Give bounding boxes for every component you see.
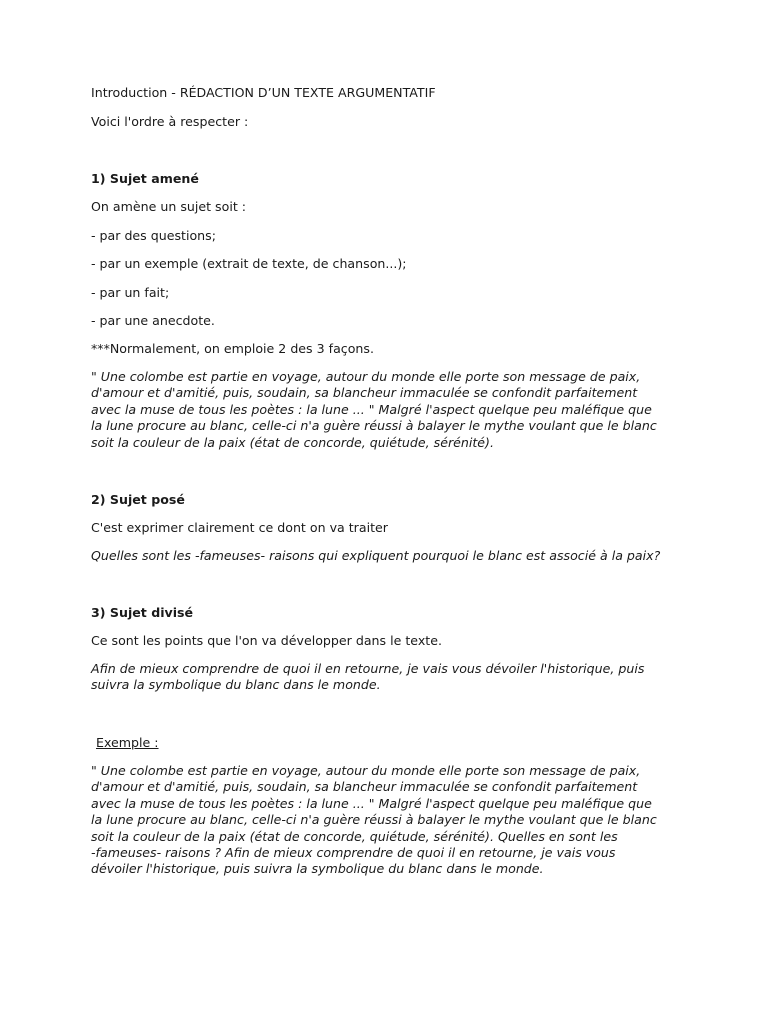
example-line: avec la muse de tous les poètes : la lune ... " Malgré l'aspect quelque peu maléfique que: [91, 795, 652, 811]
section3-heading: 3) Sujet divisé: [91, 605, 194, 620]
quote-line: d'amour et d'amitié, puis, soudain, sa blancheur immaculée se confondit parfaitement: [91, 385, 638, 401]
example-line: suivra la symbolique du blanc dans le monde.: [91, 677, 381, 693]
section1-note: ***Normalement, on emploie 2 des 3 façons.: [91, 341, 374, 356]
section2-heading: 2) Sujet posé: [91, 492, 185, 507]
section1-quote: [91, 369, 657, 451]
example-line: dévoiler l'historique, puis suivra la symbolique du blanc dans le monde.: [91, 861, 544, 877]
quote-line: " Une colombe est partie en voyage, autour du monde elle porte son message de paix,: [91, 369, 641, 384]
document-title: Introduction - RÉDACTION D’UN TEXTE ARGUMENTATIF: [91, 85, 436, 100]
section3-example: [91, 661, 644, 694]
example-paragraph: [91, 763, 657, 878]
example-line: soit la couleur de la paix (état de concorde, quiétude, sérénité). Quelles en sont les: [91, 828, 618, 844]
example-line: la lune procure au blanc, celle-ci n'a guère réussi à balayer le mythe voulant que le blanc: [91, 812, 657, 828]
example-line: d'amour et d'amitié, puis, soudain, sa blancheur immaculée se confondit parfaitement: [91, 779, 638, 795]
example-line: " Une colombe est partie en voyage, autour du monde elle porte son message de paix,: [91, 763, 641, 778]
example-heading: Exemple :: [96, 735, 159, 750]
section1-item: - par un fait;: [91, 285, 170, 300]
section1-item: - par une anecdote.: [91, 313, 215, 328]
intro-text: Voici l'ordre à respecter :: [91, 114, 249, 129]
example-line: -fameuses- raisons ? Afin de mieux comprendre de quoi il en retourne, je vais vous: [91, 845, 616, 861]
quote-line: avec la muse de tous les poètes : la lune ... " Malgré l'aspect quelque peu maléfique que: [91, 401, 652, 417]
section2-example: Quelles sont les -fameuses- raisons qui expliquent pourquoi le blanc est associé à la paix?: [91, 548, 661, 563]
section3-lead: Ce sont les points que l'on va développer dans le texte.: [91, 633, 442, 648]
section1-lead: On amène un sujet soit :: [91, 199, 247, 214]
quote-line: soit la couleur de la paix (état de concorde, quiétude, sérénité).: [91, 434, 494, 450]
quote-line: la lune procure au blanc, celle-ci n'a guère réussi à balayer le mythe voulant que le blanc: [91, 418, 657, 434]
section1-item: - par un exemple (extrait de texte, de chanson...);: [91, 256, 407, 271]
section2-lead: C'est exprimer clairement ce dont on va traiter: [91, 520, 388, 535]
example-line: Afin de mieux comprendre de quoi il en retourne, je vais vous dévoiler l'historique, puis: [91, 661, 645, 676]
section1-item: - par des questions;: [91, 228, 216, 243]
section1-heading: 1) Sujet amené: [91, 171, 199, 186]
